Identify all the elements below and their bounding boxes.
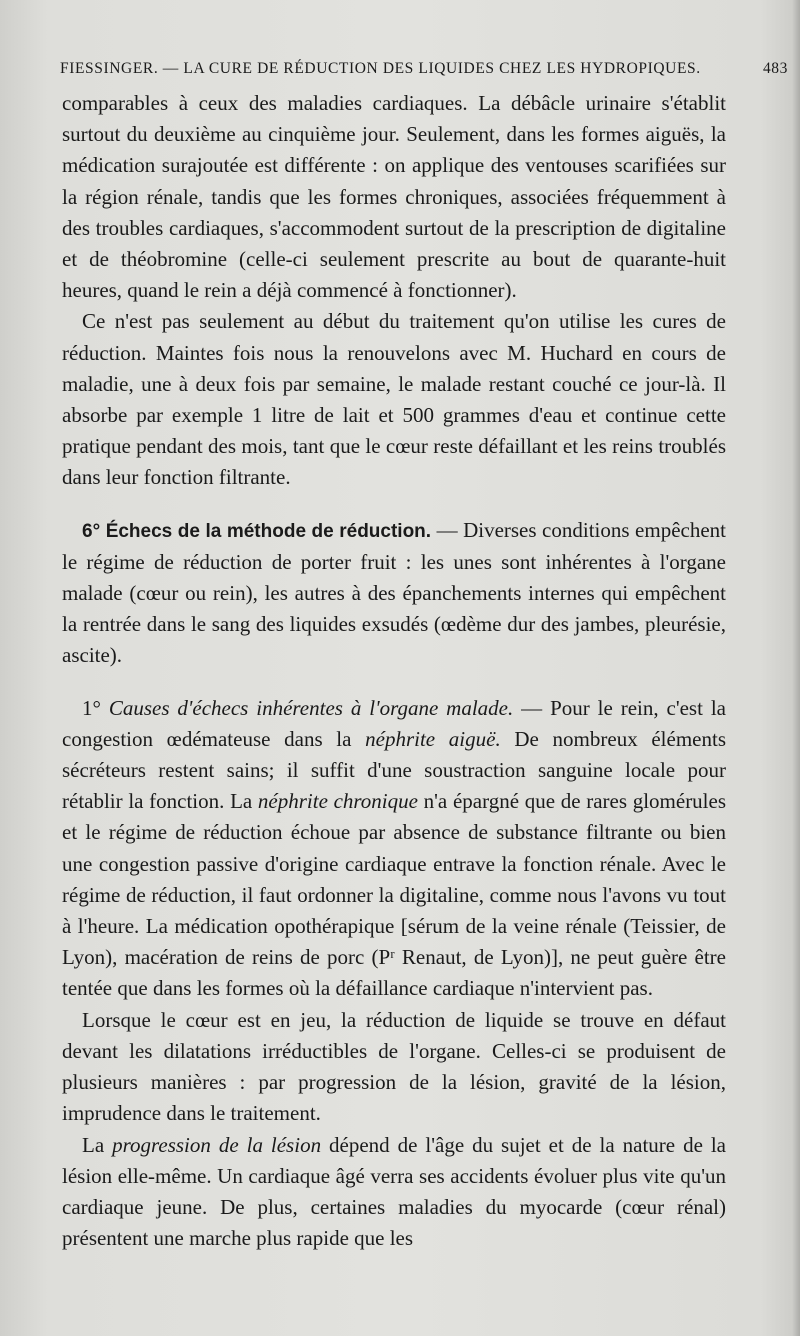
paragraph-2: Ce n'est pas seulement au début du traitement qu'on utilise les cures de réduction. Maintes fois nous la renouvelons avec M. Huchard en cours de maladie, une à deux fois par semaine, le malade restant couché ce jour-là. Il absorbe par exemple 1 litre de lait et 500 grammes d'eau et continue cette pratique pendant des mois, tant que le cœur reste défaillant et les reins troublés dans leur fonction filtrante. (62, 309, 726, 490)
subsection-1-number: 1° (82, 695, 109, 720)
term-nephrite-chronique: néphrite chronique (257, 789, 418, 814)
term-progression-lesion: progression de la lésion (112, 1132, 322, 1157)
subsection-1-paragraph (62, 693, 726, 1005)
page-edge-shadow (792, 0, 800, 1336)
running-title: FIESSINGER. — LA CURE DE RÉDUCTION DES LIQUIDES CHEZ LES HYDROPIQUES. (60, 60, 701, 77)
section-6-text: — Diverses conditions empêchent le régime de réduction de porter fruit : les unes sont inhérentes à l'organe malade (cœur ou rein), les autres à des épanchements internes qui empêchent la rentrée dans le sang des liquides exsudés (œdème dur des jambes, pleurésie, ascite). (62, 517, 726, 668)
running-header (60, 60, 788, 78)
section-6-heading: 6° Échecs de la méthode de réduction. (82, 520, 432, 542)
paragraph-5: Lorsque le cœur est en jeu, la réduction de liquide se trouve en défaut devant les dilatations irréductibles de l'organe. Celles-ci se produisent de plusieurs manières : par progression de la lésion, gravité de la lésion, imprudence dans le traitement. (62, 1007, 726, 1126)
body-text (62, 88, 726, 1254)
section-6-paragraph (62, 515, 726, 672)
subsection-1-text-a: — Pour le rein, c'est la congestion œdémateuse dans la (62, 695, 726, 751)
subsection-1-heading: Causes d'échecs inhérentes à l'organe malade. (108, 695, 514, 720)
term-nephrite-aigue: néphrite aiguë. (365, 726, 501, 751)
paragraph-6-text-b: dépend de l'âge du sujet et de la nature de la lésion elle-même. Un cardiaque âgé verra ses accidents évoluer plus vite qu'un cardiaque jeune. De plus, certaines maladies du myocarde (cœur rénal) présentent une marche plus rapide que les (62, 1132, 727, 1251)
paragraph-6-text-a: La (82, 1132, 113, 1157)
subsection-1-text-b: De nombreux éléments sécréteurs restent sains; il suffit d'une soustraction sanguine locale pour rétablir la fonction. La (62, 726, 727, 814)
paragraph-1: comparables à ceux des maladies cardiaques. La débâcle urinaire s'établit surtout du deuxième au cinquième jour. Seulement, dans les formes aiguës, la médication surajoutée est différente : on applique des ventouses scarifiées sur la région rénale, tandis que les formes chroniques, associées fréquemment à des troubles cardiaques, s'accommodent surtout de la prescription de digitaline et de théobromine (celle-ci seulement prescrite au bout de quarante-huit heures, quand le rein a déjà commencé à fonctionner). (62, 91, 726, 303)
page-number: 483 (762, 60, 788, 77)
subsection-1-text-c: n'a épargné que de rares glomérules et le régime de réduction échoue par absence de substance filtrante ou bien une congestion passive d'origine cardiaque entrave la fonction rénale. Avec le régime de réduction, il faut ordonner la digitaline, comme nous l'avons vu tout à l'heure. La médication opothérapique [sérum de la veine rénale (Teissier, de Lyon), macération de reins de porc (Pʳ Renaut, de Lyon)], ne peut guère être tentée que dans les formes où la défaillance cardiaque n'intervient pas. (62, 789, 727, 1001)
paragraph-6 (62, 1130, 726, 1255)
